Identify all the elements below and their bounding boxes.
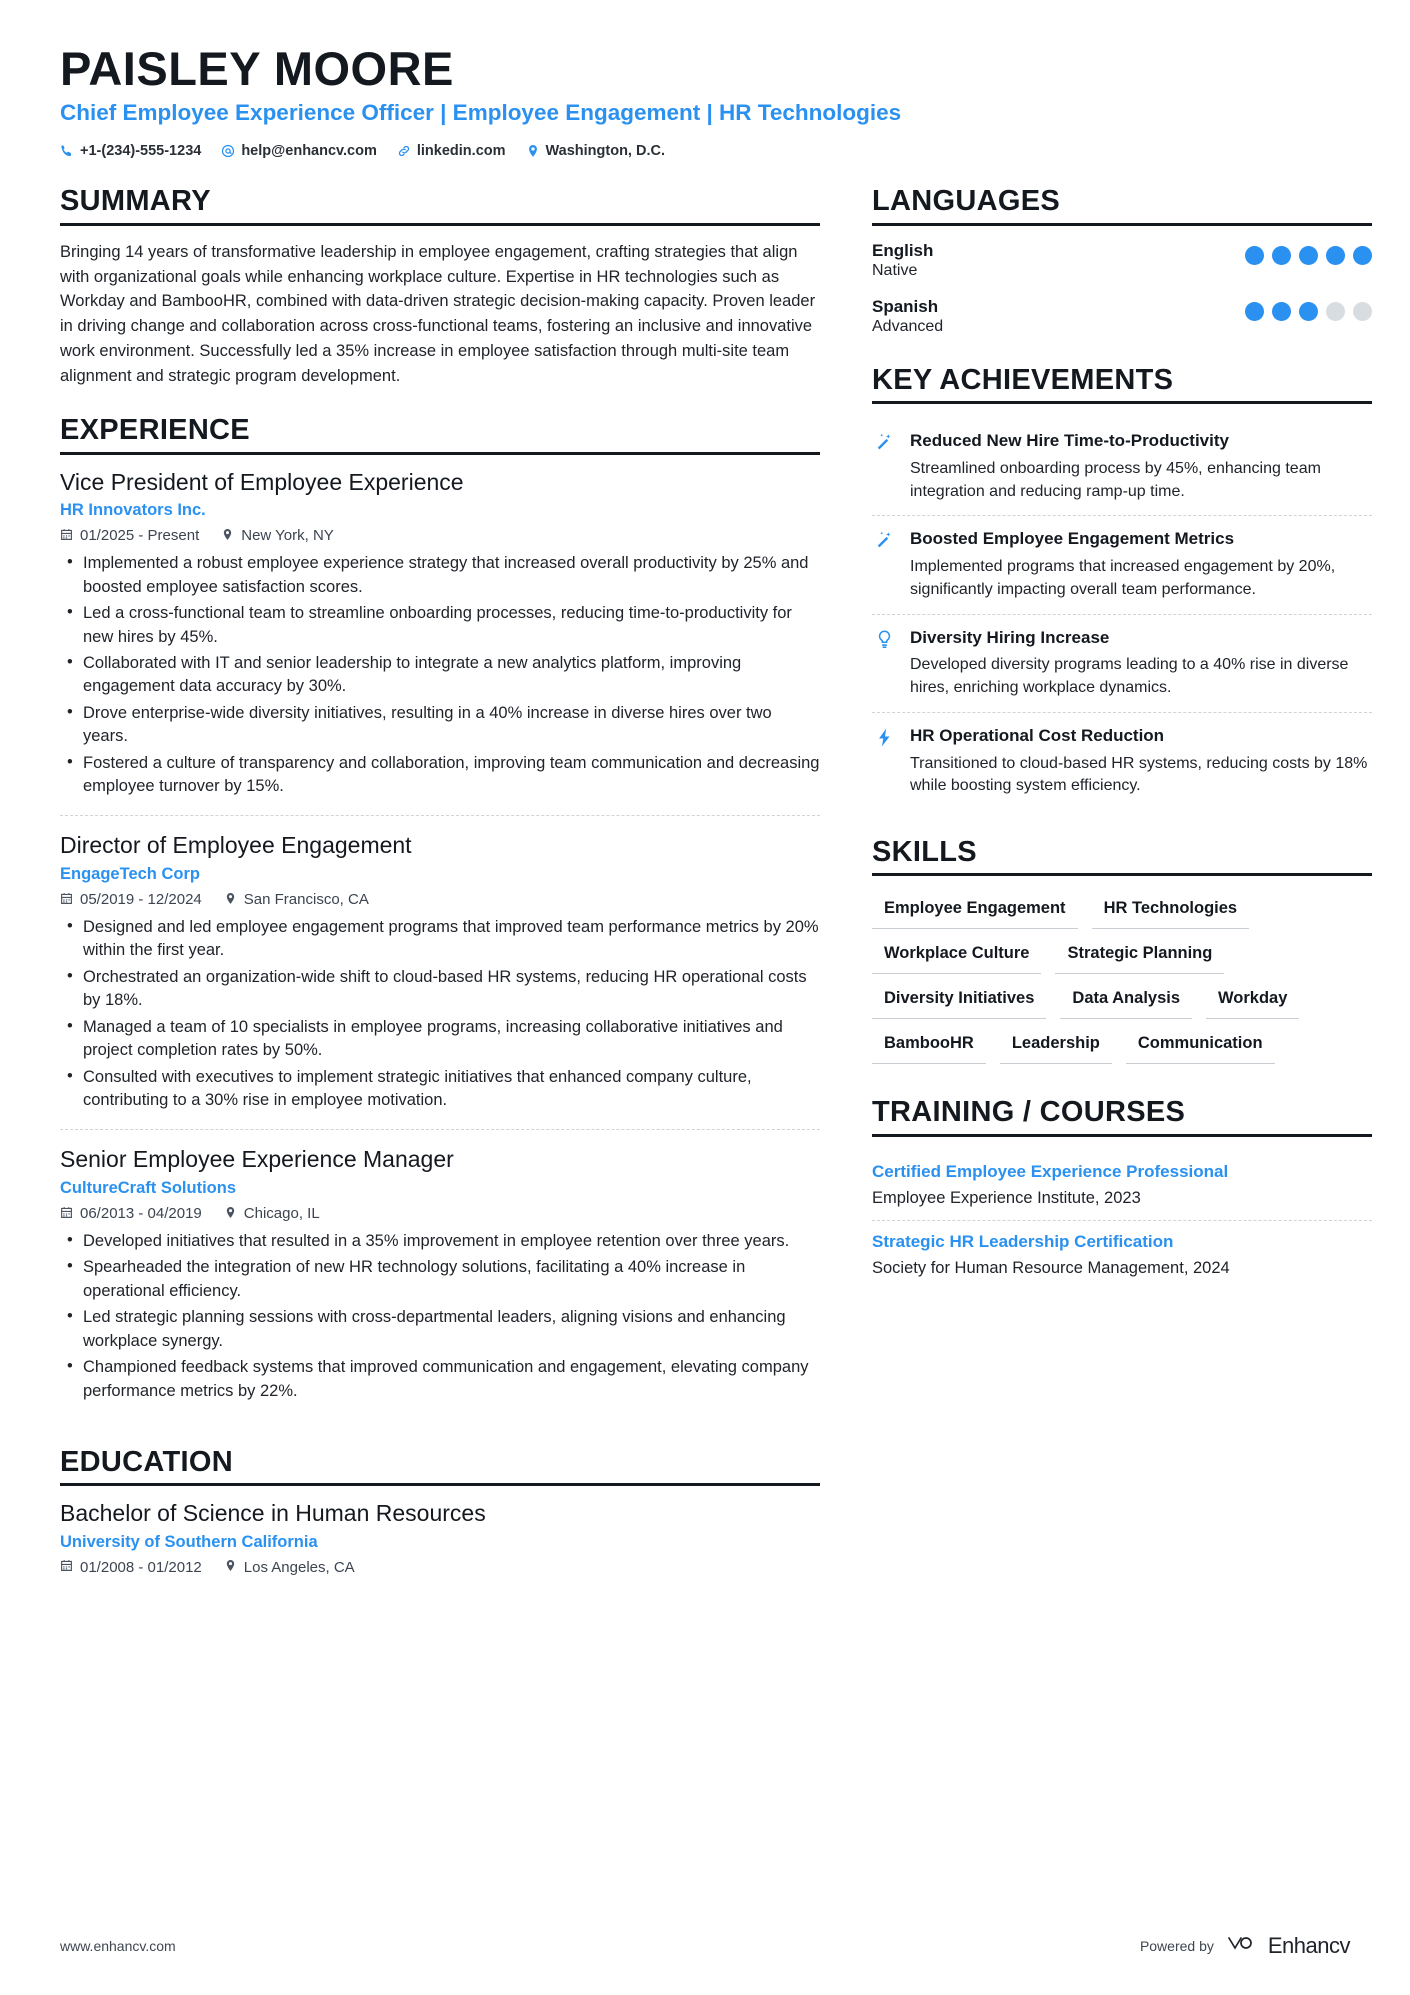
section-training [872,1096,1372,1290]
achievement-item [872,515,1372,613]
lightbulb-icon [872,627,896,700]
achievement-body [910,627,1372,700]
email-icon [221,144,235,158]
candidate-name: PAISLEY MOORE [60,42,454,95]
enhancv-wordmark: Enhancv [1267,1933,1350,1958]
divider [60,452,820,455]
achievement-title: HR Operational Cost Reduction [910,725,1165,745]
location-icon [224,1559,237,1575]
education-school[interactable]: University of Southern California [60,1532,318,1551]
rating-dot [1245,246,1264,265]
skill-tag: Data Analysis [1060,980,1192,1019]
experience-entry [60,1129,820,1420]
experience-role: Director of Employee Engagement [60,832,412,859]
achievement-desc: Streamlined onboarding process by 45%, enhancing team integration and reducing ramp-up time. [910,460,1321,500]
contact-location [526,143,665,159]
experience-dates [60,1205,202,1222]
language-info [872,296,943,338]
skill-tag: Strategic Planning [1055,935,1224,974]
divider [60,1483,820,1486]
bullet: • Led strategic planning sessions with cross-departmental leaders, aligning visions and enhancing workplace synergy. [80,1306,820,1353]
skill-tag: Leadership [1000,1025,1112,1064]
section-languages [872,185,1372,337]
education-entry [60,1500,820,1598]
rating-dot [1299,246,1318,265]
achievement-item [872,614,1372,712]
link-icon [397,144,411,158]
divider [872,401,1372,404]
page-footer [60,1933,1350,1959]
education-location [224,1559,355,1576]
magic-wand-icon [872,528,896,601]
location-icon [221,528,234,544]
training-title: TRAINING / COURSES [872,1096,1186,1129]
course-item [872,1151,1372,1220]
section-achievements [872,364,1372,810]
experience-location-text: San Francisco, CA [243,891,369,909]
experience-dates-text: 05/2019 - 12/2024 [80,891,202,909]
skill-tag: HR Technologies [1092,890,1250,929]
bullet: • Managed a team of 10 specialists in employee programs, increasing collaborative initiatives and project completion rates by 50%. [80,1016,820,1063]
achievement-title: Boosted Employee Engagement Metrics [910,529,1235,549]
education-dates-text: 01/2008 - 01/2012 [80,1558,202,1576]
skill-tag: BambooHR [872,1025,986,1064]
rating-dot [1272,246,1291,265]
achievements-title: KEY ACHIEVEMENTS [872,363,1174,396]
rating-dot [1272,302,1291,321]
rating-dot [1326,246,1345,265]
contact-phone-text: +1-(234)-555-1234 [80,143,202,160]
left-column [60,185,820,1623]
bullet: • Led a cross-functional team to streamline onboarding processes, reducing time-to-productivity for new hires by 45%. [80,602,820,649]
course-title[interactable]: Certified Employee Experience Professional [872,1161,1229,1181]
experience-dates [60,891,202,908]
contact-location-text: Washington, D.C. [545,143,665,160]
experience-entry [60,815,820,1129]
right-column [872,185,1372,1316]
skill-tag: Communication [1126,1025,1275,1064]
calendar-icon [60,1559,73,1575]
experience-location-text: New York, NY [241,527,334,545]
section-experience [60,414,820,1420]
rating-dot [1353,302,1372,321]
resume-body [60,185,1368,1623]
experience-dates-text: 01/2025 - Present [80,527,200,545]
education-title: EDUCATION [60,1445,233,1478]
contact-email[interactable] [221,143,377,159]
education-dates [60,1559,202,1576]
skills-list [872,890,1372,1070]
language-level: Native [872,262,918,280]
achievement-body [910,430,1372,503]
experience-role: Vice President of Employee Experience [60,468,464,495]
bullet: • Designed and led employee engagement programs that improved team performance metrics by 20% within the first year. [80,916,820,963]
contact-linkedin[interactable] [397,143,506,159]
language-rating [1245,240,1372,265]
education-location-text: Los Angeles, CA [243,1558,355,1576]
location-icon [224,892,237,908]
language-level: Advanced [872,318,944,336]
contact-linkedin-text: linkedin.com [416,143,506,160]
skill-tag: Employee Engagement [872,890,1078,929]
experience-location [224,891,369,908]
enhancv-logo [1226,1933,1350,1959]
footer-powered [1140,1933,1350,1959]
bullet: • Developed initiatives that resulted in a 35% improvement in employee retention over three years. [80,1230,820,1253]
rating-dot [1353,246,1372,265]
location-icon [526,144,540,158]
achievement-title: Reduced New Hire Time-to-Productivity [910,431,1229,451]
course-subtitle: Employee Experience Institute, 2023 [872,1188,1141,1207]
footer-website[interactable]: www.enhancv.com [60,1938,176,1954]
skill-tag: Workplace Culture [872,935,1041,974]
achievement-item [872,418,1372,515]
summary-text: Bringing 14 years of transformative leadership in employee engagement, crafting strategies that align with organizational goals while enhancing workplace culture. Expertise in HR technologies such as Workday and BambooHR, combined with data-driven strategic decision-making capacity. Proven leader in driving change and collaboration across cross-functional teams, fostering an inclusive and innovative work environment. Successfully led a 35% increase in employee satisfaction through multi-site team alignment and strategic program development. [60,242,816,385]
language-info [872,240,933,282]
experience-dates-text: 06/2013 - 04/2019 [80,1205,202,1223]
experience-meta [60,891,820,908]
bullet: • Fostered a culture of transparency and collaboration, improving team communication and decreasing employee turnover by 15%. [80,752,820,799]
rating-dot [1299,302,1318,321]
experience-location [224,1205,320,1222]
rating-dot [1245,302,1264,321]
bullet: • Drove enterprise-wide diversity initiatives, resulting in a 40% increase in diverse hires over two years. [80,702,820,749]
contact-phone [60,143,201,159]
experience-location-text: Chicago, IL [243,1205,320,1223]
bullet: • Consulted with executives to implement strategic initiatives that enhanced company culture, contributing to a 30% rise in employee motivation. [80,1066,820,1113]
enhancv-mark-icon [1226,1933,1260,1959]
achievement-desc: Transitioned to cloud-based HR systems, reducing costs by 18% while boosting system efficiency. [910,754,1368,795]
lightning-bolt-icon [872,725,896,798]
calendar-icon [60,892,73,908]
experience-dates [60,527,199,544]
experience-entry [60,469,820,816]
achievement-desc: Implemented programs that increased engagement by 20%, significantly impacting overall team performance. [910,558,1336,598]
divider [872,223,1372,226]
summary-title: SUMMARY [60,185,211,218]
course-subtitle: Society for Human Resource Management, 2024 [872,1259,1230,1278]
divider [60,223,820,226]
divider [872,873,1372,876]
powered-by-label: Powered by [1139,1938,1214,1954]
skills-title: SKILLS [872,836,977,868]
language-name: Spanish [872,296,939,316]
skill-tag: Workday [1206,980,1299,1019]
calendar-icon [60,1206,73,1222]
experience-company[interactable]: CultureCraft Solutions [60,1179,236,1198]
achievement-desc: Developed diversity programs leading to a 40% rise in diverse hires, enriching workplace dynamics. [910,656,1349,697]
education-meta [60,1559,820,1576]
course-title[interactable]: Strategic HR Leadership Certification [872,1231,1174,1251]
location-icon [224,1206,237,1222]
candidate-headline: Chief Employee Experience Officer | Employee Engagement | HR Technologies [60,100,902,126]
languages-title: LANGUAGES [872,185,1060,218]
achievement-title: Diversity Hiring Increase [910,627,1110,647]
achievement-item [872,712,1372,810]
experience-location [221,527,334,544]
language-item [872,296,1372,338]
section-summary [60,185,820,388]
language-name: English [872,240,934,260]
experience-bullets [60,916,820,1112]
experience-bullets [60,1230,820,1403]
achievement-body [910,725,1372,798]
bullet: • Spearheaded the integration of new HR technology solutions, facilitating a 40% increase in operational efficiency. [80,1256,820,1303]
section-skills [872,836,1372,1070]
experience-role: Senior Employee Experience Manager [60,1146,454,1173]
resume-header [60,44,1350,159]
course-item [872,1220,1372,1290]
education-degree: Bachelor of Science in Human Resources [60,1500,486,1527]
experience-bullets [60,552,820,798]
section-education [60,1446,820,1598]
magic-wand-icon [872,430,896,503]
experience-title: EXPERIENCE [60,414,250,447]
language-item [872,240,1372,282]
achievement-body [910,528,1372,601]
bullet: • Collaborated with IT and senior leadership to integrate a new analytics platform, improving engagement data accuracy by 30%. [80,652,820,699]
phone-icon [60,144,74,158]
bullet: • Orchestrated an organization-wide shift to cloud-based HR systems, reducing HR operational costs by 18%. [80,966,820,1013]
divider [872,1134,1372,1137]
experience-meta [60,1205,820,1222]
language-rating [1245,296,1372,321]
bullet: • Championed feedback systems that improved communication and engagement, elevating company performance metrics by 22%. [80,1356,820,1403]
bullet: • Implemented a robust employee experience strategy that increased overall productivity by 25% and boosted employee satisfaction scores. [80,552,820,599]
contact-email-text: help@enhancv.com [241,143,377,160]
rating-dot [1326,302,1345,321]
experience-company[interactable]: HR Innovators Inc. [60,501,206,520]
experience-meta [60,527,820,544]
calendar-icon [60,528,73,544]
contact-row [60,143,1350,159]
experience-company[interactable]: EngageTech Corp [60,865,200,884]
skill-tag: Diversity Initiatives [872,980,1046,1019]
